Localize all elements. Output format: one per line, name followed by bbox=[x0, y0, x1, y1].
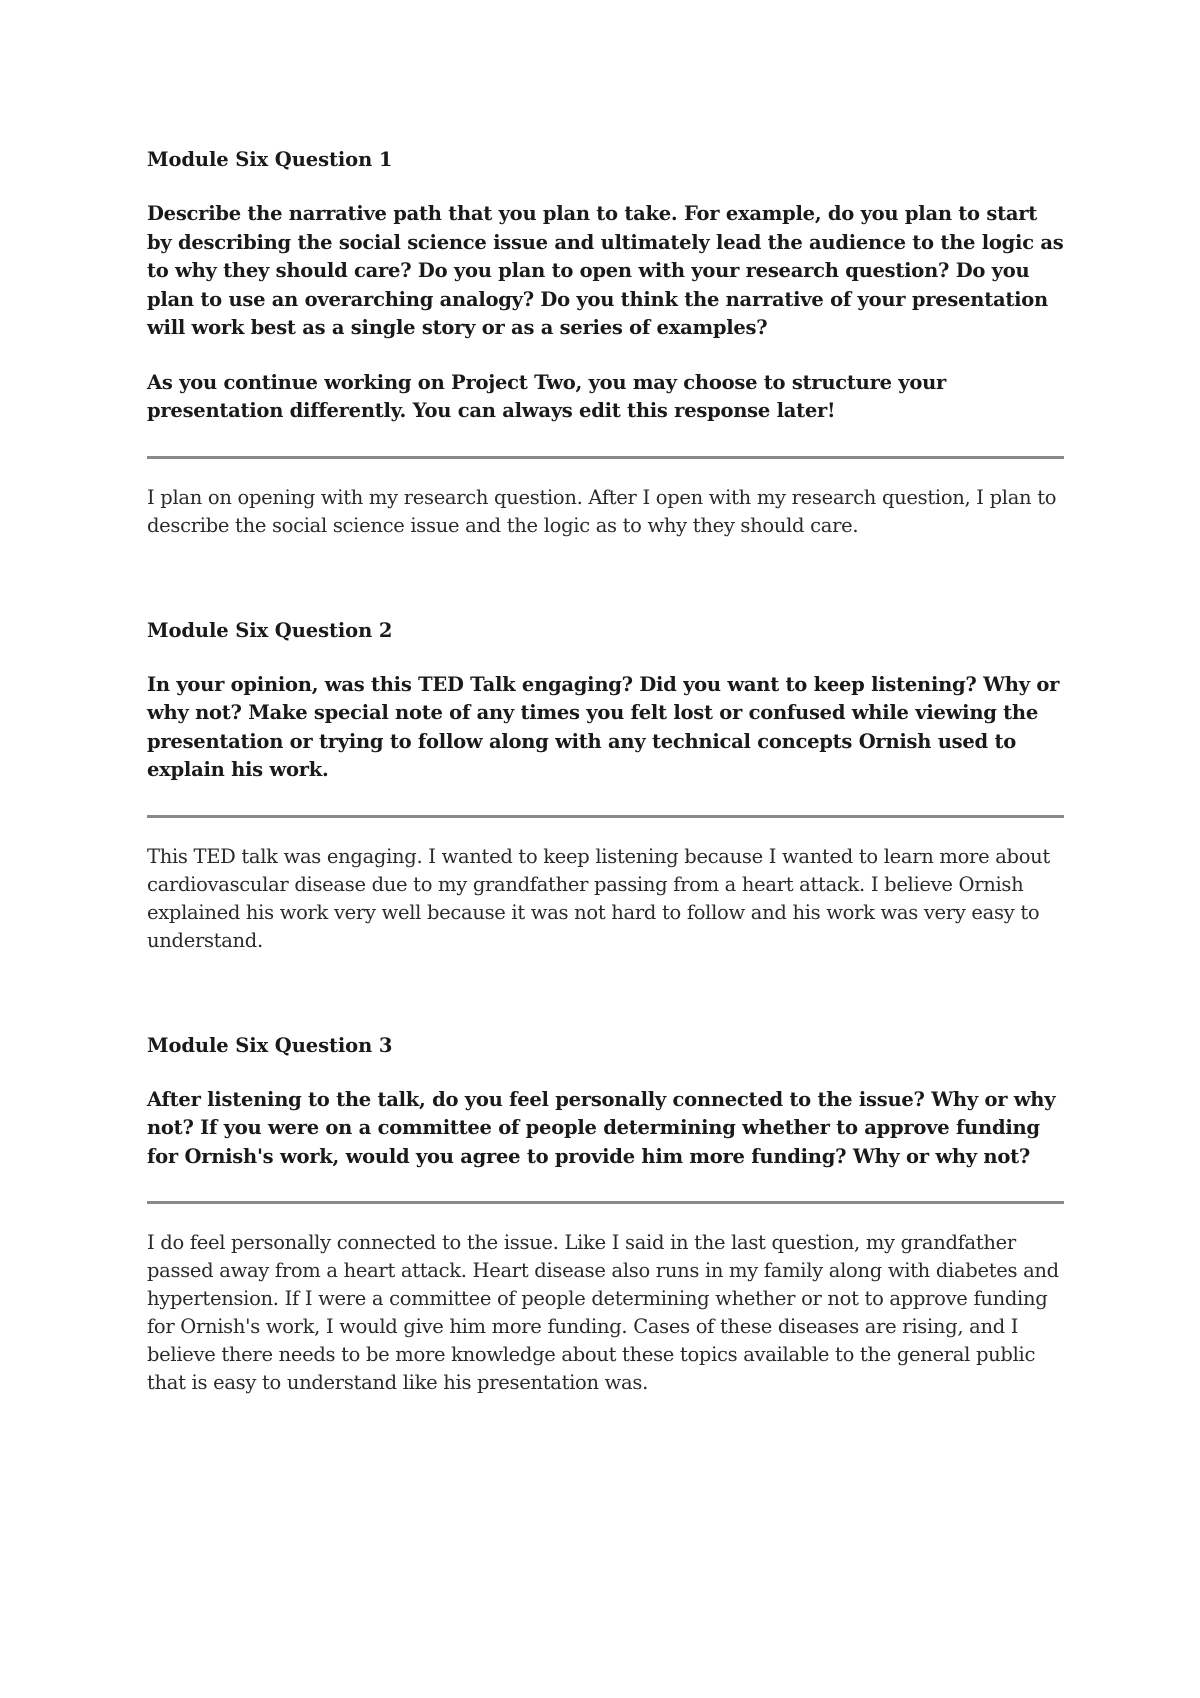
answer-text: I plan on opening with my research question. After I open with my research question, I plan to describe the social science issue and the logic as to why they should care. bbox=[147, 485, 1057, 537]
question-title: Module Six Question 3 bbox=[147, 1033, 393, 1057]
question-prompt: In your opinion, was this TED Talk engaging? Did you want to keep listening? Why or why not? Make special note of any times you felt lost or confused while viewing the presentation or trying to follow along with any technical concepts Ornish used to explain his work. bbox=[147, 672, 1060, 781]
question-section-2 bbox=[147, 617, 1067, 955]
question-prompt: As you continue working on Project Two, you may choose to structure your presentation differently. You can always edit this response later! bbox=[147, 370, 947, 422]
answer-text: I do feel personally connected to the issue. Like I said in the last question, my grandfather passed away from a heart attack. Heart disease also runs in my family along with diabetes and hypertension. If I were a committee of people determining whether or not to approve funding for Ornish's work, I would give him more funding. Cases of these diseases are rising, and I believe there needs to be more knowledge about these topics available to the general public that is easy to understand like his presentation was. bbox=[147, 1231, 1059, 1394]
question-section-1 bbox=[147, 146, 1067, 540]
question-title: Module Six Question 1 bbox=[147, 148, 393, 171]
answer-text: This TED talk was engaging. I wanted to keep listening because I wanted to learn more about cardiovascular disease due to my grandfather passing from a heart attack. I believe Ornish explained his work very well because it was not hard to follow and his work was very easy to understand. bbox=[147, 844, 1050, 952]
question-title: Module Six Question 2 bbox=[147, 618, 393, 642]
document-content bbox=[147, 146, 1067, 1397]
question-section-3 bbox=[147, 1032, 1067, 1398]
question-prompt: After listening to the talk, do you feel personally connected to the issue? Why or why not? If you were on a committee of people determining whether to approve funding for Ornish's work, would you agree to provide him more funding? Why or why not? bbox=[147, 1087, 1056, 1168]
question-prompt: Describe the narrative path that you plan to take. For example, do you plan to start by describing the social science issue and ultimately lead the audience to the logic as to why they should care? Do you plan to open with your research question? Do you plan to use an overarching analogy? Do you think the narrative of your presentation will work best as a single story or as a series of examples? bbox=[147, 202, 1064, 339]
